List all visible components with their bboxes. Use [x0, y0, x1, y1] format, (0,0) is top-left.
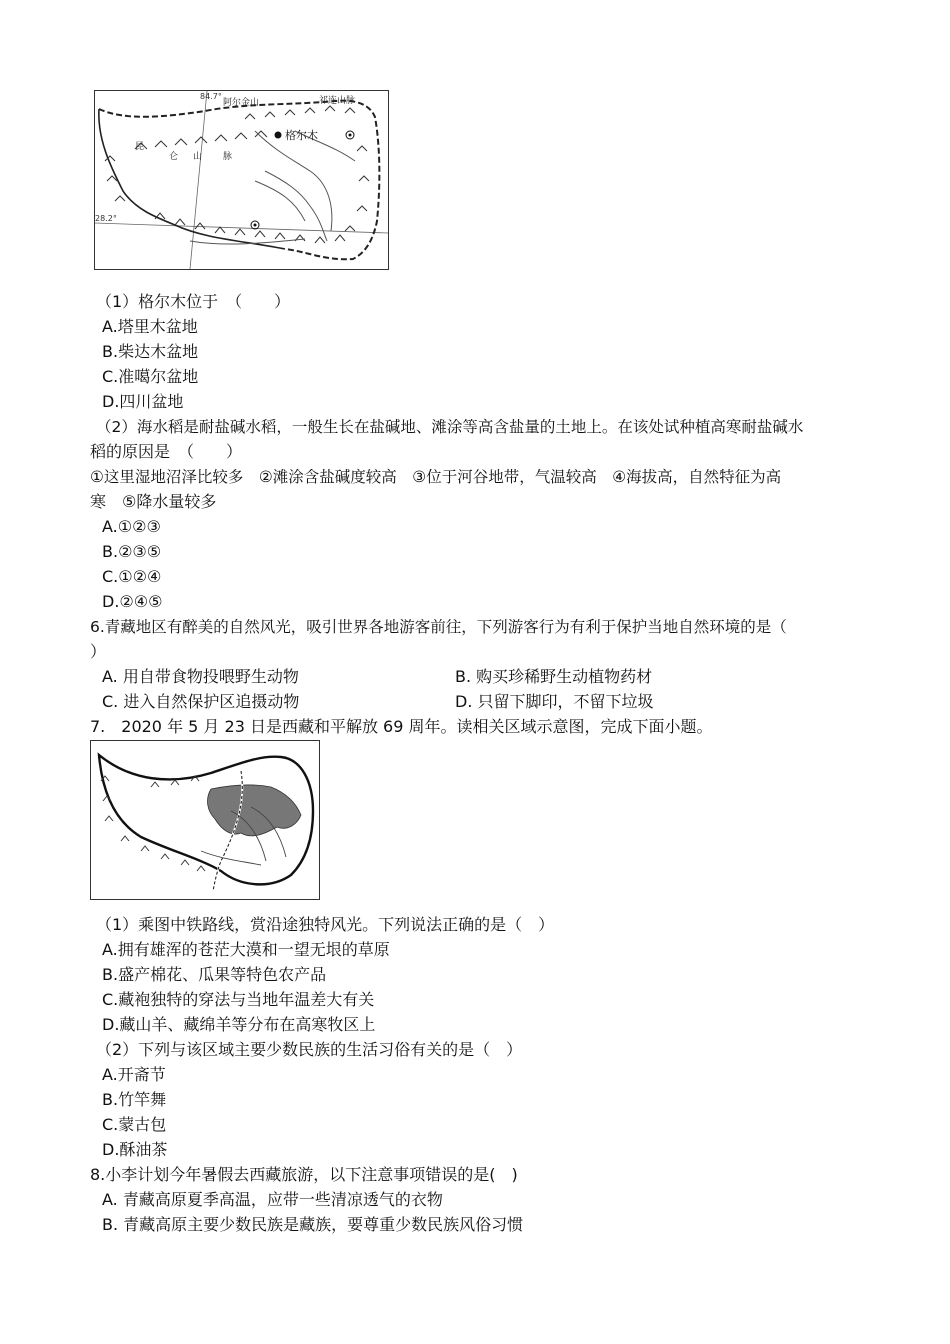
q7-sub1-option-b[interactable]: B.盛产棉花、瓜果等特色农产品	[102, 965, 327, 984]
q5-sub2-option-a[interactable]: A.①②③	[102, 517, 161, 536]
q5-sub2-statements-line1: ①这里湿地沼泽比较多 ②滩涂含盐碱度较高 ③位于河谷地带，气温较高 ④海拔高，自然特征为高	[90, 468, 782, 486]
q6-option-d[interactable]: D. 只留下脚印，不留下垃圾	[455, 692, 654, 711]
q5-sub1-option-c[interactable]: C.准噶尔盆地	[102, 367, 199, 386]
q5-sub2-stem-line1: （2）海水稻是耐盐碱水稻，一般生长在盐碱地、滩涂等高含盐量的土地上。在该处试种植高寒耐盐碱水	[96, 418, 804, 436]
q5-sub1-option-d[interactable]: D.四川盆地	[102, 392, 184, 411]
map1-label-shan: 山	[193, 152, 203, 162]
q7-sub1-option-c[interactable]: C.藏袍独特的穿法与当地年温差大有关	[102, 990, 375, 1009]
map1-label-qilian: 祁连山脉	[319, 96, 356, 106]
q6-option-b[interactable]: B. 购买珍稀野生动植物药材	[455, 667, 653, 686]
q6-option-a[interactable]: A. 用自带食物投喂野生动物	[102, 667, 299, 686]
map1-label-mai: 脉	[223, 152, 233, 162]
q5-sub1-option-b[interactable]: B.柴达木盆地	[102, 342, 199, 361]
map1-label-kun: 昆	[135, 142, 145, 152]
q6-stem-line1: 6.青藏地区有醉美的自然风光，吸引世界各地游客前往，下列游客行为有利于保护当地自然环境的是（	[90, 618, 787, 636]
q7-sub2-option-b[interactable]: B.竹竿舞	[102, 1090, 167, 1109]
q7-sub2-option-c[interactable]: C.蒙古包	[102, 1115, 167, 1134]
q5-sub2-option-b[interactable]: B.②③⑤	[102, 542, 162, 561]
q5-sub1-option-a[interactable]: A.塔里木盆地	[102, 317, 198, 336]
q5-sub2-option-d[interactable]: D.②④⑤	[102, 592, 163, 611]
q5-sub2-statements-line2: 寒 ⑤降水量较多	[90, 492, 217, 511]
map-qinghai-tibet-1	[94, 90, 389, 270]
q7-sub1-option-d[interactable]: D.藏山羊、藏绵羊等分布在高寒牧区上	[102, 1015, 376, 1034]
map1-lat-top: 84.7°	[200, 92, 222, 101]
q7-sub1-stem: （1）乘图中铁路线，赏沿途独特风光。下列说法正确的是（ ）	[96, 915, 555, 934]
map1-graphic	[95, 91, 388, 269]
q8-stem: 8.小李计划今年暑假去西藏旅游，以下注意事项错误的是( )	[90, 1165, 518, 1184]
map2-graphic	[91, 741, 319, 899]
map1-label-lun: 仑	[169, 152, 179, 162]
shaded-region	[208, 785, 301, 836]
q7-stem: 7. 2020 年 5 月 23 日是西藏和平解放 69 周年。读相关区域示意图，完成下面小题。	[90, 717, 713, 736]
city-dot-icon	[275, 132, 282, 139]
q7-sub2-option-a[interactable]: A.开斋节	[102, 1065, 166, 1084]
q7-sub2-option-d[interactable]: D.酥油茶	[102, 1140, 168, 1159]
q5-sub1-stem: （1）格尔木位于 （ ）	[96, 292, 291, 311]
q6-stem-line2: ）	[90, 642, 107, 661]
q5-sub2-stem-line2: 稻的原因是 （ ）	[90, 442, 243, 461]
map1-label-altun: 阿尔金山	[223, 98, 260, 108]
q6-option-c[interactable]: C. 进入自然保护区追摄动物	[102, 692, 300, 711]
q7-sub1-option-a[interactable]: A.拥有雄浑的苍茫大漠和一望无垠的草原	[102, 940, 390, 959]
q8-option-b[interactable]: B. 青藏高原主要少数民族是藏族，要尊重少数民族风俗习惯	[102, 1215, 524, 1234]
q8-option-a[interactable]: A. 青藏高原夏季高温，应带一些清凉透气的衣物	[102, 1190, 443, 1209]
map-qinghai-tibet-2	[90, 740, 320, 900]
map1-label-golmud: 格尔木	[285, 129, 318, 142]
q5-sub2-option-c[interactable]: C.①②④	[102, 567, 162, 586]
map1-lat-bottom: 28.2°	[95, 214, 117, 223]
q7-sub2-stem: （2）下列与该区域主要少数民族的生活习俗有关的是（ ）	[96, 1040, 523, 1059]
